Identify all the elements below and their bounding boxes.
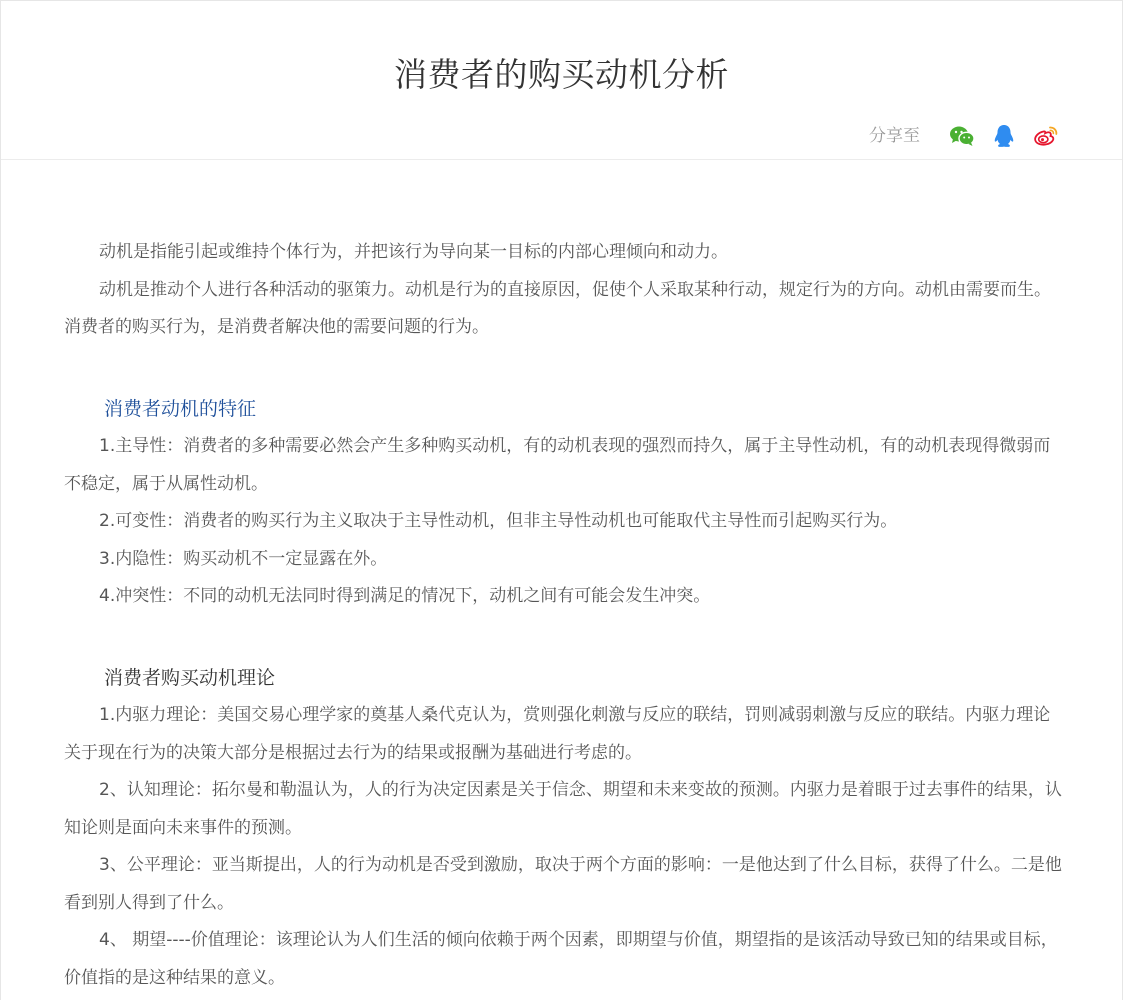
share-label: 分享至	[869, 126, 920, 146]
weibo-icon[interactable]	[1032, 122, 1060, 150]
share-bar	[869, 121, 1060, 151]
article-title: 消费者的购买动机分析	[394, 55, 729, 94]
theory-paragraph-3: 3、公平理论：亚当斯提出，人的行为动机是否受到激励，取决于两个方面的影响：一是他达到了什么目标，获得了什么。二是他看到别人得到了什么。	[64, 855, 1062, 913]
feature-paragraph-1: 1.主导性：消费者的多种需要必然会产生多种购买动机，有的动机表现的强烈而持久，属于主导性动机，有的动机表现得微弱而不稳定，属于从属性动机。	[64, 436, 1051, 494]
section-heading-theories: 消费者购买动机理论	[104, 666, 276, 689]
theory-paragraph-1: 1.内驱力理论：美国交易心理学家的奠基人桑代克认为，赏则强化刺激与反应的联结，罚则减弱刺激与反应的联结。内驱力理论关于现在行为的决策大部分是根据过去行为的结果或报酬为基础进行考虑的。	[64, 705, 1051, 763]
intro-paragraph-1: 动机是指能引起或维持个体行为，并把该行为导向某一目标的内部心理倾向和动力。	[99, 242, 728, 262]
wechat-icon[interactable]	[948, 122, 976, 150]
article-body	[64, 234, 1064, 997]
feature-paragraph-2: 2.可变性：消费者的购买行为主义取决于主导性动机，但非主导性动机也可能取代主导性而引起购买行为。	[99, 511, 898, 531]
qq-icon[interactable]	[990, 122, 1018, 150]
intro-paragraph-2: 动机是推动个人进行各种活动的驱策力。动机是行为的直接原因，促使个人采取某种行动，规定行为的方向。动机由需要而生。消费者的购买行为，是消费者解决他的需要问题的行为。	[64, 279, 1051, 337]
section-heading-features: 消费者动机的特征	[104, 397, 257, 420]
theory-paragraph-4: 4、 期望----价值理论：该理论认为人们生活的倾向依赖于两个因素，即期望与价值，期望指的是该活动导致已知的结果或目标，价值指的是这种结果的意义。	[64, 930, 1058, 988]
feature-paragraph-4: 4.冲突性：不同的动机无法同时得到满足的情况下，动机之间有可能会发生冲突。	[99, 586, 711, 606]
feature-paragraph-3: 3.内隐性：购买动机不一定显露在外。	[99, 548, 388, 569]
article-header	[1, 1, 1122, 160]
theory-paragraph-2: 2、认知理论：拓尔曼和勒温认为，人的行为决定因素是关于信念、期望和未来变故的预测。内驱力是着眼于过去事件的结果，认知论则是面向未来事件的预测。	[64, 780, 1062, 838]
